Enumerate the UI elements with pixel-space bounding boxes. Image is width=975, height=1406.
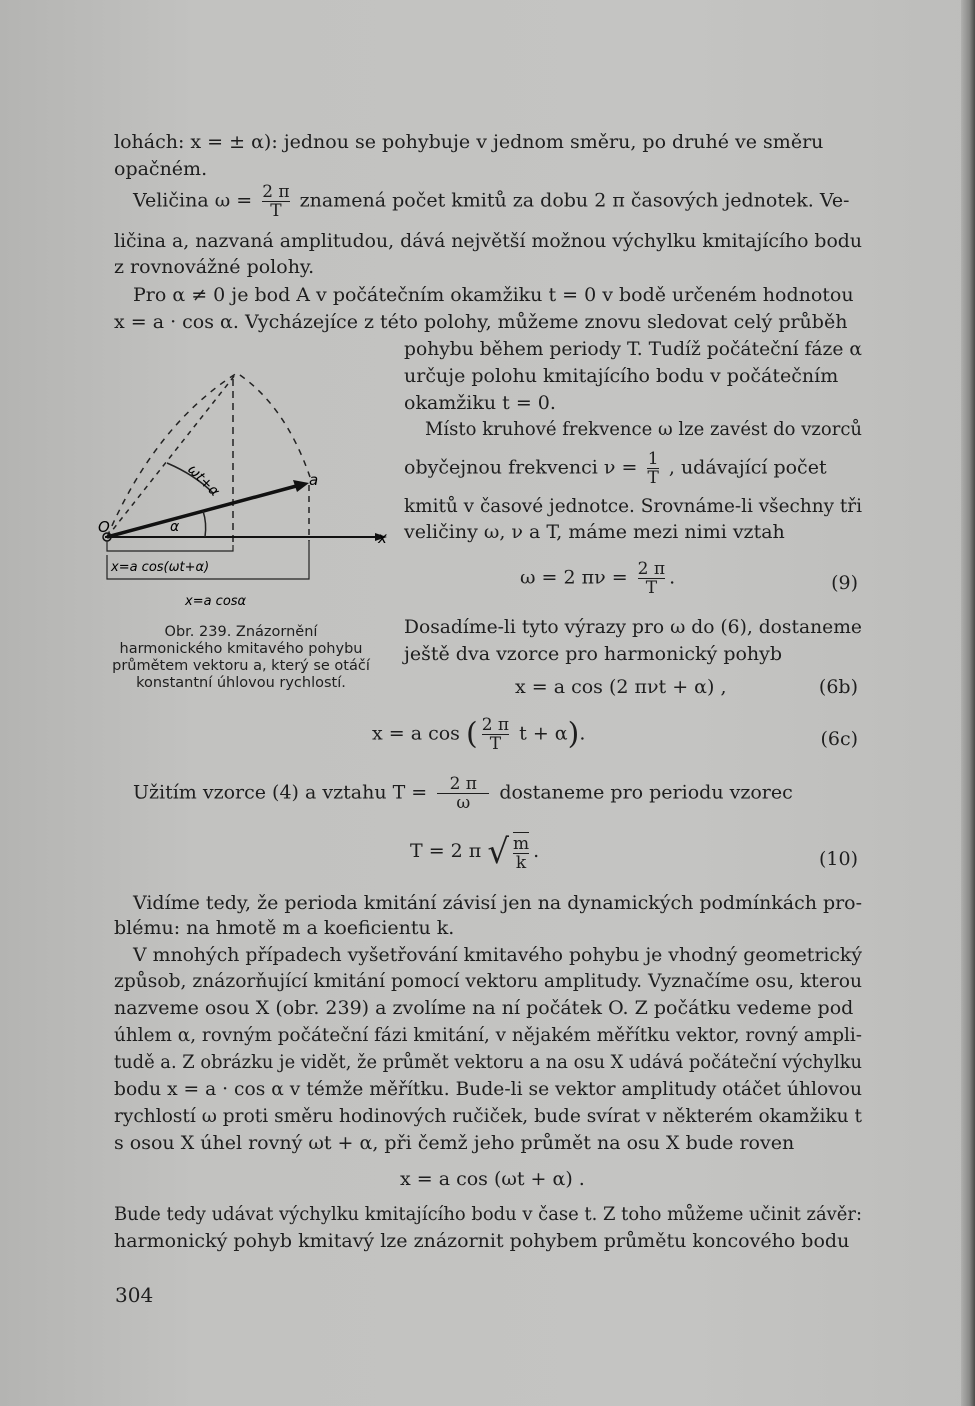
period-line bbox=[133, 775, 793, 812]
figure-caption: Obr. 239. Znázornění harmonického kmitavého pohybu průmětem vektoru a, který se otáčí konstantní úhlovou rychlostí. bbox=[112, 624, 370, 691]
text-line-27: s osou X úhel rovný ωt + α, při čemž jeho průmět na osu X bude roven bbox=[114, 1132, 795, 1154]
frac-num: m bbox=[513, 834, 530, 854]
frac-num: 2 π bbox=[481, 715, 510, 735]
projection-label-2: x=a cosα bbox=[185, 594, 247, 609]
frac-den: T bbox=[647, 468, 659, 488]
page-number: 304 bbox=[115, 1283, 154, 1307]
projection-bracket-1 bbox=[107, 541, 233, 551]
equation-6b-label: (6b) bbox=[818, 676, 858, 698]
fraction-m-over-k bbox=[513, 832, 529, 872]
text-l17a: Užitím vzorce (4) a vztahu T = bbox=[133, 781, 428, 804]
equation-6b: x = a cos (2 πνt + α) , bbox=[515, 676, 727, 698]
eq6c-right: t + α bbox=[519, 722, 568, 745]
text-line-29: harmonický pohyb kmitavý lze znázornit pohybem průmětu koncového bodu bbox=[114, 1230, 850, 1252]
text-l3a: Veličina ω = bbox=[133, 189, 253, 212]
text-line-20: V mnohých případech vyšetřování kmitavého pohybu je vhodný geometrický bbox=[133, 944, 862, 966]
fraction-1-over-T bbox=[647, 450, 658, 487]
frac-num: 2 π bbox=[262, 182, 290, 202]
frac-den: ω bbox=[456, 793, 471, 813]
fraction-2pi-over-T bbox=[262, 183, 289, 220]
alpha-label: α bbox=[170, 519, 180, 535]
equation-10: T = 2 π √ $\frac{m}{k}$ . bbox=[410, 832, 540, 873]
text-line-25: bodu x = a · cos α v témže měřítku. Bude-li se vektor amplitudy otáčet úhlovou bbox=[114, 1078, 862, 1100]
text-line-6: Pro α ≠ 0 je bod A v počátečním okamžiku t = 0 v bodě určeném hodnotou bbox=[133, 284, 854, 306]
text-line-7: x = a · cos α. Vycházejíce z této polohy, můžeme znovu sledovat celý průběh bbox=[114, 311, 848, 333]
eq9-left: ω = 2 πν = bbox=[520, 566, 628, 589]
text-l1: lohách: x = ± α): jednou se pohybuje v jednom směru, po druhé ve směru bbox=[114, 131, 824, 153]
text-line-16: ještě dva vzorce pro harmonický pohyb bbox=[404, 643, 783, 665]
text-line-18: Vidíme tedy, že perioda kmitání závisí jen na dynamických podmínkách pro- bbox=[133, 892, 862, 914]
text-l12b: , udávající počet bbox=[668, 456, 827, 479]
text-line-24: tudě a. Z obrázku je vidět, že průmět vektoru a na osu X udává počáteční výchylku bbox=[114, 1051, 862, 1073]
eq10-left: T = 2 π bbox=[410, 840, 482, 862]
text-line-26: rychlostí ω proti směru hodinových ručiček, bude svírat v některém okamžiku t bbox=[114, 1105, 862, 1127]
fraction-2pi-over-T bbox=[638, 560, 665, 597]
text-line-22: nazveme osou X (obr. 239) a zvolíme na ní počátek O. Z počátku vedeme pod bbox=[114, 997, 854, 1019]
frac-num: 2 π bbox=[637, 559, 666, 579]
x-axis-label: x bbox=[378, 529, 387, 547]
text-line-13: kmitů v časové jednotce. Srovnáme-li všechny tři bbox=[404, 495, 862, 517]
text-line-11: Místo kruhové frekvence ω lze zavést do vzorců bbox=[425, 418, 862, 440]
text-l3b: znamená počet kmitů za dobu 2 π časových jednotek. Ve- bbox=[299, 189, 850, 212]
fraction-2pi-over-T bbox=[482, 716, 509, 753]
text-line-10: okamžiku t = 0. bbox=[404, 392, 556, 414]
text-line-21: způsob, znázorňující kmitání pomocí vektoru amplitudy. Vyznačíme osu, kterou bbox=[114, 970, 862, 992]
omega-definition-line bbox=[133, 183, 849, 220]
projection-label-1: x=a cos(ωt+α) bbox=[111, 560, 210, 575]
text-line-4: ličina a, nazvaná amplitudou, dává největší možnou výchylku kmitajícího bodu bbox=[114, 230, 862, 252]
text-line-15: Dosadíme-li tyto výrazy pro ω do (6), dostaneme bbox=[404, 616, 862, 638]
vector-label: a bbox=[309, 471, 319, 489]
equation-6c: x = a cos ( $\frac{2 \pi}{T}$ t + α). bbox=[372, 715, 586, 754]
frac-den: k bbox=[515, 853, 527, 873]
rotation-arc bbox=[107, 373, 310, 537]
frac-den: T bbox=[270, 201, 282, 221]
frac-den: T bbox=[489, 734, 502, 754]
frequency-line bbox=[404, 450, 827, 487]
equation-10-label: (10) bbox=[818, 848, 858, 870]
text-line-8: pohybu během periody T. Tudíž počáteční fáze α bbox=[404, 338, 862, 360]
text-l12a: obyčejnou frekvenci ν = bbox=[404, 456, 638, 479]
text-line-28: Bude tedy udávat výchylku kmitajícího bodu v čase t. Z toho můžeme učinit závěr: bbox=[114, 1203, 862, 1225]
equation-9: ω = 2 πν = $\frac{2 \pi}{T}$ . bbox=[520, 559, 676, 598]
frac-den: T bbox=[645, 578, 658, 598]
text-line-19: blému: na hmotě m a koeficientu k. bbox=[114, 917, 455, 939]
origin-label: O bbox=[98, 518, 110, 536]
equation-final: x = a cos (ωt + α) . bbox=[400, 1168, 585, 1190]
text-line-23: úhlem α, rovným počáteční fázi kmitání, v nějakém měřítku vektor, rovný ampli- bbox=[114, 1024, 862, 1046]
equation-6c-label: (6c) bbox=[820, 728, 858, 750]
equation-9-label: (9) bbox=[831, 572, 858, 594]
text-line-1 bbox=[114, 131, 860, 153]
text-line-2: opačném. bbox=[114, 158, 208, 180]
frac-num: 1 bbox=[647, 449, 659, 469]
eq6c-left: x = a cos bbox=[372, 722, 460, 745]
paren-close: ) bbox=[567, 716, 580, 752]
alpha-angle-arc bbox=[203, 511, 206, 537]
fraction-2pi-over-omega bbox=[437, 775, 489, 812]
figure-239-vector-diagram bbox=[95, 365, 395, 615]
text-line-14: veličiny ω, ν a T, máme mezi nimi vztah bbox=[404, 521, 785, 543]
text-line-5: z rovnovážné polohy. bbox=[114, 256, 315, 278]
paren-open: ( bbox=[465, 716, 478, 752]
phase-label: ωt+α bbox=[184, 461, 223, 500]
book-edge bbox=[961, 0, 975, 1406]
vector-arrowhead bbox=[293, 480, 309, 492]
text-l17b: dostaneme pro periodu vzorec bbox=[499, 781, 793, 804]
radius-line bbox=[107, 375, 235, 537]
text-line-9: určuje polohu kmitajícího bodu v počátečním bbox=[404, 365, 839, 387]
frac-num: 2 π bbox=[449, 774, 477, 794]
sqrt-sign: √ bbox=[487, 832, 510, 872]
